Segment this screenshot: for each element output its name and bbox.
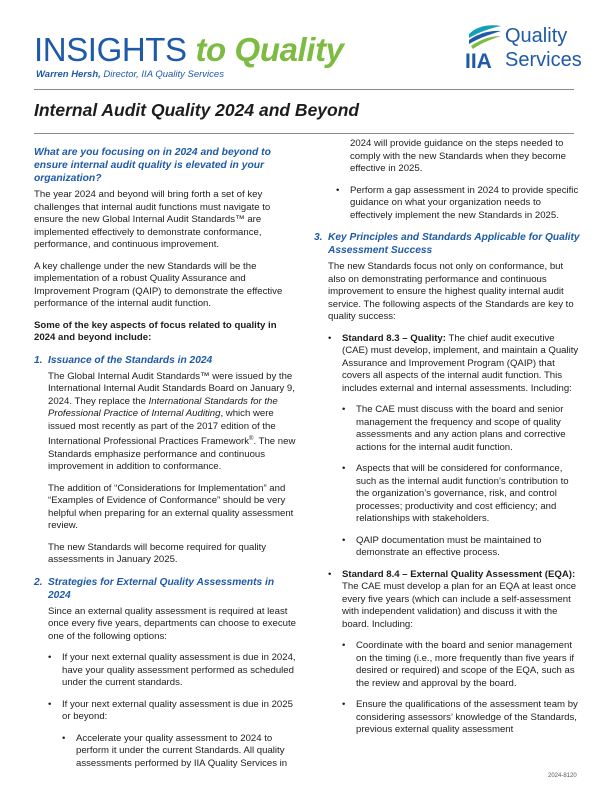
header-rule-bottom [34, 133, 574, 134]
list-item [328, 569, 582, 737]
section-1-heading [34, 354, 296, 367]
logo-iia-text: IIA [465, 50, 492, 73]
section-2-heading [34, 576, 296, 602]
standard-8-3-lead: Standard 8.3 – Quality: [342, 332, 446, 344]
section-1-paragraph-3: The new Standards will become required for quality assessments in January 2025. [48, 541, 267, 566]
list-item: • If your next external quality assessment is due in 2024, have your quality assessment performed as scheduled under the current standards. [48, 652, 296, 690]
sub-list-item: • QAIP documentation must be maintained to demonstrate an effective process. [342, 535, 582, 560]
left-column [34, 146, 296, 779]
sub-list-item: • Coordinate with the board and senior management on the timing (i.e., more frequently than five years if desired or required) and scope of the EQA, such as the review and approval by the board. [342, 640, 582, 690]
challenge-paragraph: A key challenge under the new Standards will be the implementation of a robust Quality Assurance and Improvement Program (QAIP) to demonstrate the effective performance of the internal audit function. [34, 260, 283, 309]
s1-text-d: . The new Standards emphasize performance and continuous improvement in addition to conformance. [48, 436, 296, 473]
author-name: Warren Hersh, [36, 69, 101, 80]
section-2-body [48, 606, 296, 644]
standard-8-3-sublist [342, 404, 582, 560]
section-3-paragraph-1: The new Standards focus not only on conformance, but also on demonstrating performance and continuous improvement to ensure the highest quality internal audit service. The following aspects of the Standards are key to quality success: [328, 261, 574, 322]
logo-quality-text: Quality [505, 25, 568, 47]
s1-ippf-title: International Standards for the Professional Practice of Internal Auditing [48, 395, 278, 419]
s1-registered-mark: ® [249, 436, 254, 442]
newsletter-title [34, 32, 344, 68]
page-title: Internal Audit Quality 2024 and Beyond [34, 100, 360, 120]
list-item [328, 333, 582, 560]
section-2-paragraph-1: Since an external quality assessment is required at least once every five years, departments can choose to execute one of the following options: [48, 605, 296, 642]
sub-list-item: • Aspects that will be considered for conformance, such as the internal audit function’s contribution to the organization’s governance, risk, and control processes; productivity and cost efficiency; and relationships with stakeholders. [342, 463, 582, 526]
list-item-text: If your next external quality assessment is due in 2025 or beyond: [62, 698, 293, 723]
standard-8-4-lead: Standard 8.4 – External Quality Assessment (EQA): [342, 568, 576, 580]
title-to-quality: to Quality [195, 31, 344, 68]
section-3-heading [314, 231, 582, 257]
section-1-number: 1. [34, 354, 43, 366]
section-3-title: Key Principles and Standards Applicable for Quality Assessment Success [328, 232, 580, 256]
right-column [314, 138, 582, 746]
section-1-body [48, 371, 296, 567]
continued-sublist [350, 138, 582, 176]
title-insights: INSIGHTS [34, 31, 187, 68]
iia-logo-mark-icon [467, 24, 503, 50]
document-code: 2024-8120 [548, 773, 577, 779]
section-2-sublist [62, 733, 296, 771]
masthead [34, 32, 344, 68]
sub-list-item: • Perform a gap assessment in 2024 to provide specific guidance on what your organization needs to effectively implement the new Standards in 2025. [336, 185, 582, 223]
standard-8-4-sublist [342, 640, 582, 737]
list-item [48, 699, 296, 771]
continued-text: 2024 will provide guidance on the steps needed to comply with the new Standards when they become effective in 2025. [350, 138, 566, 174]
sub-list-item: • Ensure the qualifications of the assessment team by considering assessors’ knowledge of the Standards, previous external quality assessment [342, 699, 582, 737]
logo-services-text: Services [505, 49, 582, 71]
standard-8-3-text: The chief audit executive (CAE) must develop, implement, and maintain a Quality Assurance and Improvement Program (QAIP) that covers all aspects of the internal audit function. This includes external and internal assessments. Including: [342, 332, 579, 394]
standard-8-4-text: The CAE must develop a plan for an EQA at least once every five years (which can include a self-assessment with independent validation) and discuss it with the board. Including: [342, 581, 577, 630]
section-2-title: Strategies for External Quality Assessments in 2024 [48, 576, 275, 601]
section-3-list [328, 333, 582, 737]
iia-quality-services-logo [465, 24, 595, 76]
key-aspects-intro: Some of the key aspects of focus related to quality in 2024 and beyond include: [34, 319, 277, 343]
section-1-title: Issuance of the Standards in 2024 [48, 354, 213, 366]
author-line [36, 69, 224, 80]
header-rule-top [34, 89, 574, 90]
section-2-list [48, 652, 296, 770]
section-3-body [328, 261, 582, 324]
sub-list-item: • The CAE must discuss with the board and senior management the frequency and scope of quality assessments and any action plans and corrective actions for the internal audit function. [342, 404, 582, 454]
lead-question: What are you focusing on in 2024 and beyond to ensure internal audit quality is elevated in your organization? [34, 147, 271, 184]
continued-list [336, 185, 582, 223]
sub-list-item: • Accelerate your quality assessment to 2024 to perform it under the current Standards. All quality assessments performed by IIA Quality Services in [62, 733, 296, 771]
section-2-number: 2. [34, 576, 43, 588]
author-role: Director, IIA Quality Services [100, 69, 224, 80]
section-1-paragraph-2: The addition of “Considerations for Implementation” and “Examples of Evidence of Conformance” should be very helpful when preparing for an external quality assessment review. [48, 482, 294, 532]
intro-paragraph: The year 2024 and beyond will bring forth a set of key challenges that internal audit functions must navigate to ensure the new Global Internal Audit Standards™ are implemented effectively to demonstrate conformance, performance, and continuous improvement. [34, 189, 271, 250]
section-3-number: 3. [314, 232, 323, 243]
section-1-paragraph-1 [48, 371, 296, 474]
s1-text-c: , which were issued most recently as part of the 2017 edition of the International Professional Practices Framework [48, 408, 276, 448]
s1-text-a: The Global Internal Audit Standards™ were issued by the International Internal Audit Standards Board on January 9, 2024. They replace the [48, 370, 295, 407]
